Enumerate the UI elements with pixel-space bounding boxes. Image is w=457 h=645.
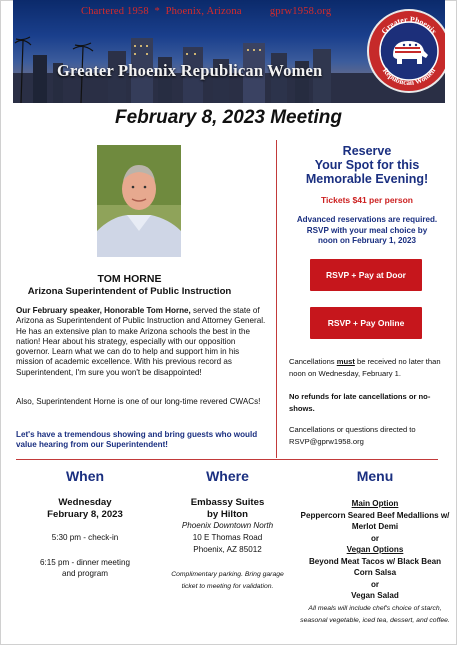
when-date-line: February 8, 2023 [47, 508, 123, 520]
organization-name: Greater Phoenix Republican Women [57, 61, 323, 80]
rsvp-pay-online-button[interactable]: RSVP + Pay Online [310, 307, 422, 339]
reserve-line-3: Memorable Evening! [305, 172, 429, 186]
venue-subtitle: Phoenix Downtown North [181, 521, 274, 530]
reserve-line-2: Your Spot for this [314, 158, 420, 172]
reserve-headline [283, 144, 451, 186]
cancel-must: must [336, 357, 355, 366]
reserve-line-1: Reserve [342, 144, 392, 158]
horizontal-divider [16, 459, 438, 460]
speaker-bio [16, 306, 266, 378]
dinner-time [30, 557, 140, 579]
checkin-time: 5:30 pm - check-in [51, 533, 119, 542]
speaker-title: Arizona Superintendent of Public Instruction [27, 286, 232, 297]
venue-name [170, 497, 285, 520]
rsvp-email-link[interactable]: RSVP@gprw1958.org [289, 437, 364, 446]
dinner-line-2: and program [62, 569, 108, 578]
speaker-name: TOM HORNE [97, 273, 162, 285]
vegan-dish: Beyond Meat Tacos w/ Black Bean Corn Salsa [308, 556, 442, 577]
vertical-divider [276, 140, 277, 458]
speaker-also-note: Also, Superintendent Horne is one of our long-time revered CWACs! [16, 397, 261, 406]
cancellation-policy [289, 356, 447, 380]
where-heading: Where [206, 468, 249, 484]
no-refunds-note: No refunds for late cancellations or no-shows. [289, 392, 431, 413]
cancel-pre: Cancellations [289, 357, 337, 366]
menu-options [300, 498, 450, 627]
venue-line-1: Embassy Suites [190, 497, 265, 508]
speaker-photo [97, 145, 181, 257]
meal-inclusions-note: All meals will include chef's choice of starch, seasonal vegetable, iced tea, dessert, and coffee. [300, 604, 450, 624]
when-date [30, 497, 140, 520]
cancel-post: be received no later than noon on Wednesday, February 1. [289, 357, 441, 378]
menu-or-2: or [370, 579, 380, 589]
ticket-price: Tickets $41 per person [321, 195, 413, 205]
advance-line-3: noon on February 1, 2023 [317, 236, 417, 245]
advance-line-1: Advanced reservations are required. [296, 215, 438, 224]
questions-contact [289, 424, 447, 448]
meeting-title: February 8, 2023 Meeting [114, 107, 343, 128]
venue-address-city: Phoenix, AZ 85012 [193, 545, 262, 554]
when-heading: When [65, 468, 105, 484]
questions-line: Cancellations or questions directed to [289, 425, 416, 434]
banner-top-line: Chartered 1958 * Phoenix, Arizona gprw1958.org [81, 6, 332, 17]
dinner-line-1: 6:15 pm - dinner meeting [40, 558, 130, 567]
seal-text-top: Greater Phoenix [379, 14, 439, 36]
rsvp-pay-at-door-button[interactable]: RSVP + Pay at Door [310, 259, 422, 291]
venue-address-street: 10 E Thomas Road [192, 533, 263, 542]
gprw-seal-logo [366, 8, 445, 94]
header-banner [13, 0, 445, 103]
speaker-bio-lead: Our February speaker, Honorable Tom Horne, [16, 306, 191, 315]
advance-line-2: RSVP with your meal choice by [306, 225, 428, 235]
speaker-bio-rest: served the state of Arizona as Superintendent of Public Instruction and Attorney General. He has an extensive plan to make Arizona schools the best in the nation! Hear about his strategy, especially with our opposition governor. Learn what we can do to help and support him in his mission of academic excellence. With his previous record as Superintendent, I'm sure you won't be disappointed! [16, 306, 266, 377]
main-dish: Peppercorn Seared Beef Medallions w/ Merlot Demi [300, 510, 450, 531]
menu-or-1: or [370, 533, 380, 543]
menu-heading: Menu [356, 468, 394, 484]
advance-reservation-note [283, 215, 451, 247]
call-to-action: Let's have a tremendous showing and bring guests who would value hearing from our Superintendent! [16, 430, 258, 450]
main-option-label: Main Option [351, 499, 399, 508]
seal-text-bottom: Republican Women [380, 66, 438, 88]
vegan-options-label: Vegan Options [346, 545, 404, 554]
vegan-salad: Vegan Salad [351, 591, 399, 600]
when-day-line: Wednesday [58, 497, 112, 508]
venue-line-2: by Hilton [206, 508, 249, 520]
parking-note: Complimentary parking. Bring garage ticket to meeting for validation. [171, 571, 284, 590]
